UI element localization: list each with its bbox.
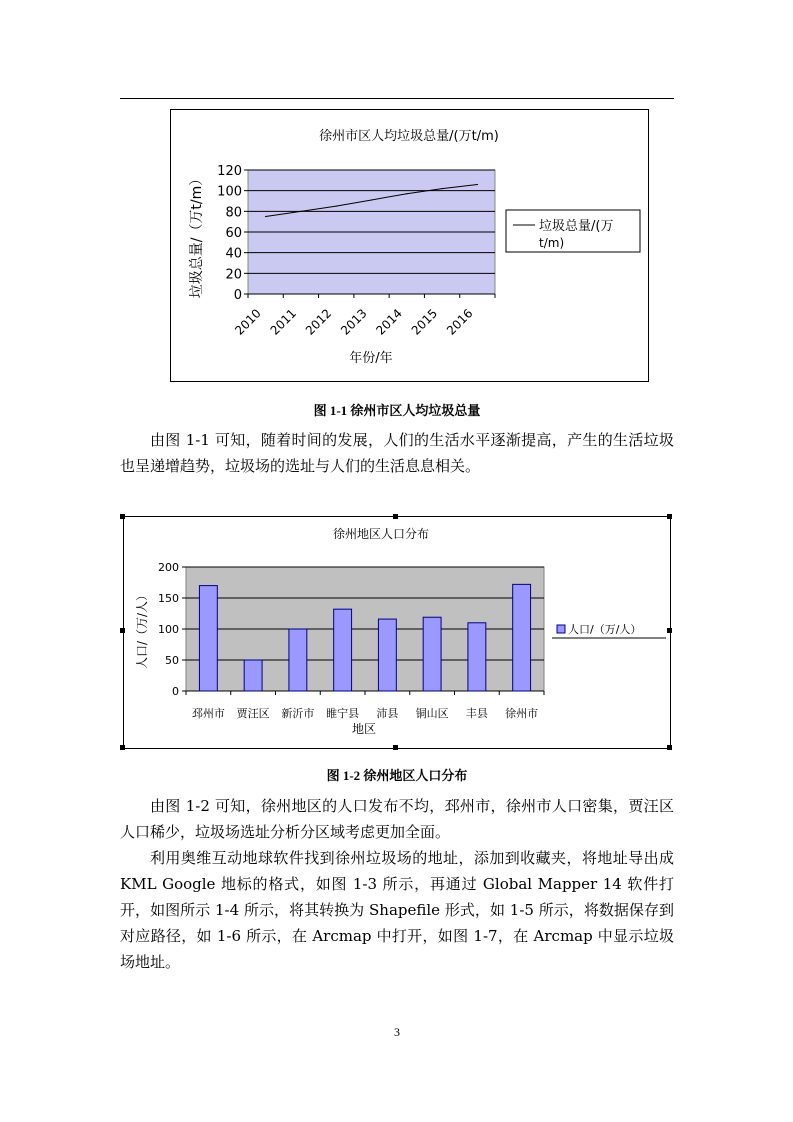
data-point — [441, 188, 442, 189]
x-tick-labels — [192, 706, 538, 720]
x-tick-label: 沛县 — [376, 707, 399, 720]
legend — [552, 623, 666, 638]
legend-label: 人口/（万/人） — [568, 623, 642, 636]
paragraph-2 — [120, 793, 674, 845]
bar — [334, 609, 352, 691]
line-chart-svg — [171, 110, 648, 381]
bar — [199, 586, 217, 691]
y-tick-labels — [217, 164, 242, 303]
selection-handle-bottom-left[interactable] — [120, 745, 125, 750]
x-tick-label: 2015 — [408, 306, 441, 338]
y-tick-label: 50 — [165, 654, 179, 667]
x-tick-label: 2013 — [338, 306, 370, 338]
legend-color-swatch — [557, 625, 565, 633]
bar — [468, 623, 486, 691]
selection-handle-bottom-right[interactable] — [667, 745, 672, 750]
x-axis-label: 地区 — [351, 722, 377, 736]
data-point — [477, 184, 478, 185]
figure-2-chart[interactable] — [123, 516, 671, 749]
y-tick-label: 80 — [225, 205, 242, 221]
y-tick-label: 120 — [217, 164, 242, 179]
data-point — [371, 199, 372, 200]
selection-handle-top-center[interactable] — [393, 514, 398, 519]
x-tick-label: 睢宁县 — [326, 707, 360, 720]
x-tick-label: 贾汪区 — [236, 707, 270, 720]
bar — [378, 619, 396, 691]
figure-1-caption: 图 1-1 徐州市区人均垃圾总量 — [313, 403, 481, 418]
figure-1-chart[interactable] — [170, 109, 649, 382]
paragraph-3 — [120, 845, 674, 975]
bar-chart-svg — [124, 517, 670, 748]
page-number: 3 — [394, 1025, 400, 1039]
selection-handle-top-left[interactable] — [120, 514, 125, 519]
x-tick-label: 2016 — [443, 306, 476, 338]
y-tick-label: 0 — [233, 288, 242, 303]
data-point — [300, 211, 301, 212]
x-tick-label: 铜山区 — [415, 707, 449, 720]
x-tick-label: 2011 — [267, 306, 300, 338]
x-tick-label: 新沂市 — [281, 707, 315, 720]
data-point — [336, 206, 337, 207]
legend-text-line2: t/m) — [539, 236, 565, 250]
paragraph-2-text: 由图 1-2 可知，徐州地区的人口发布不均，邳州市，徐州市人口密集，贾汪区人口稀少，垃圾场选址分析分区域考虑更加全面。 — [120, 797, 674, 841]
chart-title: 徐州市区人均垃圾总量/(万t/m) — [319, 129, 499, 144]
x-tick-labels — [232, 306, 475, 337]
y-tick-label: 40 — [225, 246, 242, 262]
bar — [423, 617, 441, 691]
paragraph-3-text: 利用奥维互动地球软件找到徐州垃圾场的地址，添加到收藏夹，将地址导出成 KML Google 地标的格式，如图 1-3 所示，再通过 Global Mapper 14 软件打开，如图所示 1-4 所示，将其转换为 Shapefile 形式，如 1-5 所示，将数据保存到对应路径，如 1-6 所示，在 Arcmap 中打开，如图 1-7，在 Arcmap 中显示垃圾场地址。 — [120, 849, 674, 971]
selection-handle-top-right[interactable] — [667, 514, 672, 519]
x-tick-label: 徐州市 — [505, 707, 539, 720]
x-axis-label: 年份/年 — [349, 351, 393, 366]
data-point — [406, 193, 407, 194]
x-tick-label: 丰县 — [465, 707, 488, 720]
y-tick-label: 100 — [158, 623, 179, 636]
data-point — [265, 216, 266, 217]
y-tick-label: 60 — [225, 226, 242, 241]
y-tick-label: 100 — [217, 184, 242, 200]
bar — [289, 629, 307, 691]
selection-handle-bottom-center[interactable] — [393, 745, 398, 750]
legend — [506, 210, 640, 252]
paragraph-1 — [120, 427, 674, 479]
bar — [244, 660, 262, 691]
header-rule — [120, 98, 674, 99]
figure-2-caption: 图 1-2 徐州地区人口分布 — [326, 768, 468, 783]
x-tick-label: 邳州市 — [191, 707, 225, 720]
x-tick-label: 2012 — [302, 306, 335, 338]
y-axis-label: 垃圾总量/（万t/m） — [189, 171, 205, 299]
chart-title: 徐州地区人口分布 — [332, 527, 430, 541]
y-tick-labels — [158, 561, 179, 698]
y-axis-label: 人口/（万/人） — [135, 588, 149, 670]
legend-text-line1: 垃圾总量/(万 — [539, 219, 614, 234]
y-tick-label: 20 — [225, 267, 242, 283]
y-tick-label: 200 — [158, 561, 179, 574]
selection-handle-mid-right[interactable] — [667, 628, 672, 633]
selection-handle-mid-left[interactable] — [120, 628, 125, 633]
x-tick-label: 2010 — [232, 306, 264, 338]
y-tick-label: 0 — [172, 685, 179, 698]
paragraph-1-text: 由图 1-1 可知，随着时间的发展，人们的生活水平逐渐提高，产生的生活垃圾也呈递增趋势，垃圾场的选址与人们的生活息息相关。 — [120, 431, 674, 475]
bar — [513, 584, 531, 691]
x-tick-label: 2014 — [373, 306, 405, 338]
y-tick-label: 150 — [158, 592, 179, 605]
